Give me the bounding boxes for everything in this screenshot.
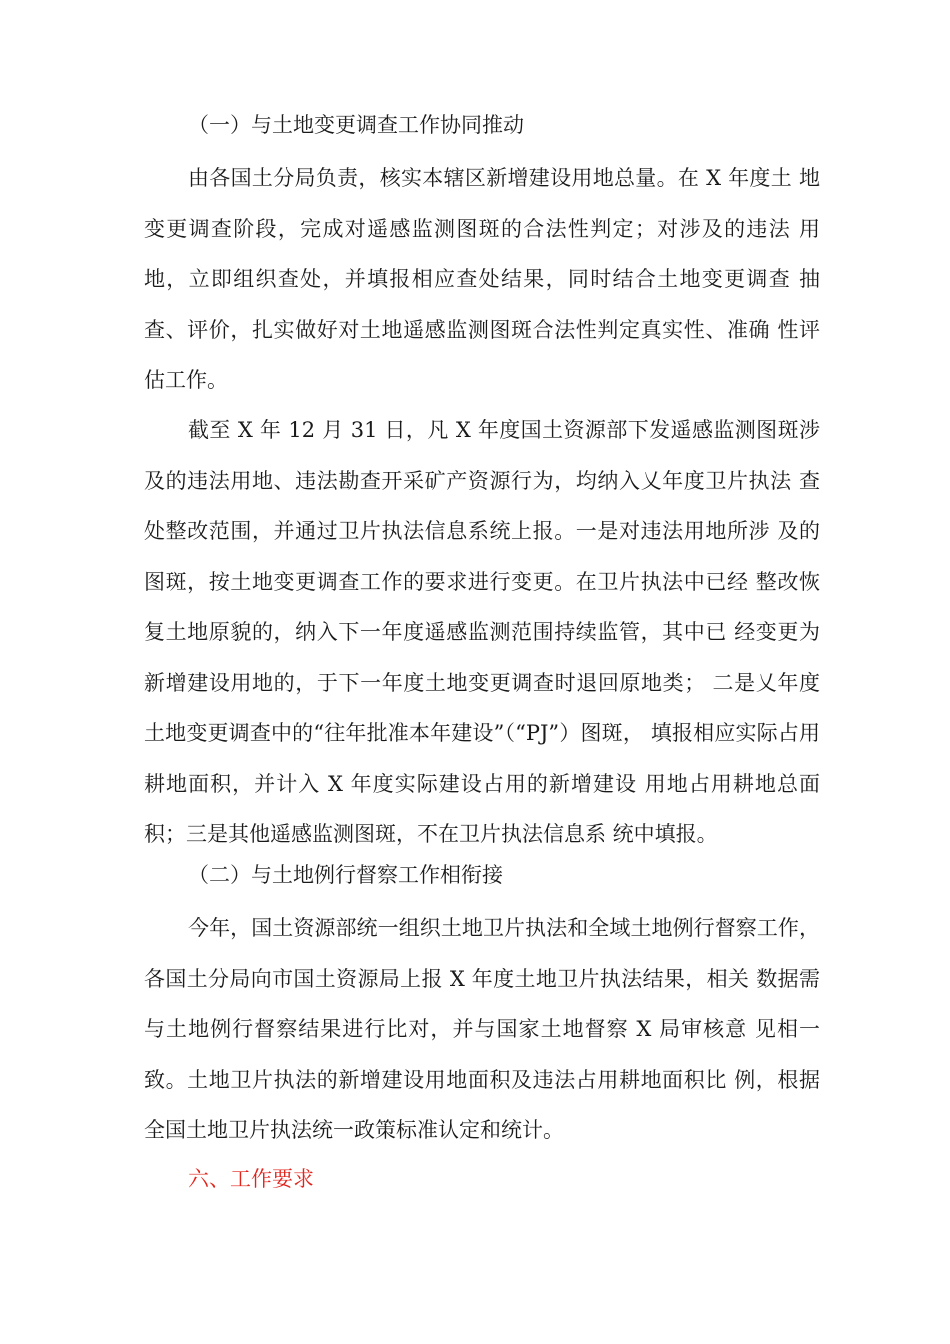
paragraph-3: 今年，国土资源部统一组织土地卫片执法和全域土地例行督察工作，各国土分局向市国土资源局上报 X 年度土地卫片执法结果，相关 数据需与土地例行督察结果进行比对，并与国家土地督察 X 局审核意 见相一致。土地卫片执法的新增建设用地面积及违法占用耕地面积比 例，根据全国土地卫片执法统一政策标准认定和统计。 bbox=[144, 916, 820, 1142]
section-heading-2: （二）与土地例行督察工作相衔接 bbox=[188, 863, 503, 887]
section-heading-1: （一）与土地变更调查工作协同推动 bbox=[188, 113, 524, 137]
paragraph-2: 截至 X 年 12 月 31 日，凡 X 年度国土资源部下发遥感监测图斑涉 及的违法用地、违法勘查开采矿产资源行为，均纳入乂年度卫片执法 查处整改范围，并通过卫片执法信息系统上报。一是对违法用地所涉 及的图斑，按土地变更调查工作的要求进行变更。在卫片执法中已经 整改恢复土地原貌的，纳入下一年度遥感监测范围持续监管，其中已 经变更为新增建设用地的，于下一年度土地变更调查时退回原地类； 二是乂年度土地变更调查中的“往年批准本年建设”（“PJ”）图斑， 填报相应实际占用耕地面积，并计入 X 年度实际建设占用的新增建设 用地占用耕地总面积；三是其他遥感监测图斑，不在卫片执法信息系 统中填报。 bbox=[144, 418, 820, 846]
section-heading-6: 六、工作要求 bbox=[188, 1167, 314, 1191]
paragraph-1: 由各国土分局负责，核实本辖区新增建设用地总量。在 X 年度土 地变更调查阶段，完成对遥感监测图斑的合法性判定；对涉及的违法 用地，立即组织查处，并填报相应查处结果，同时结合土地变更调查 抽查、评价，扎实做好对土地遥感监测图斑合法性判定真实性、准确 性评估工作。 bbox=[144, 166, 820, 392]
